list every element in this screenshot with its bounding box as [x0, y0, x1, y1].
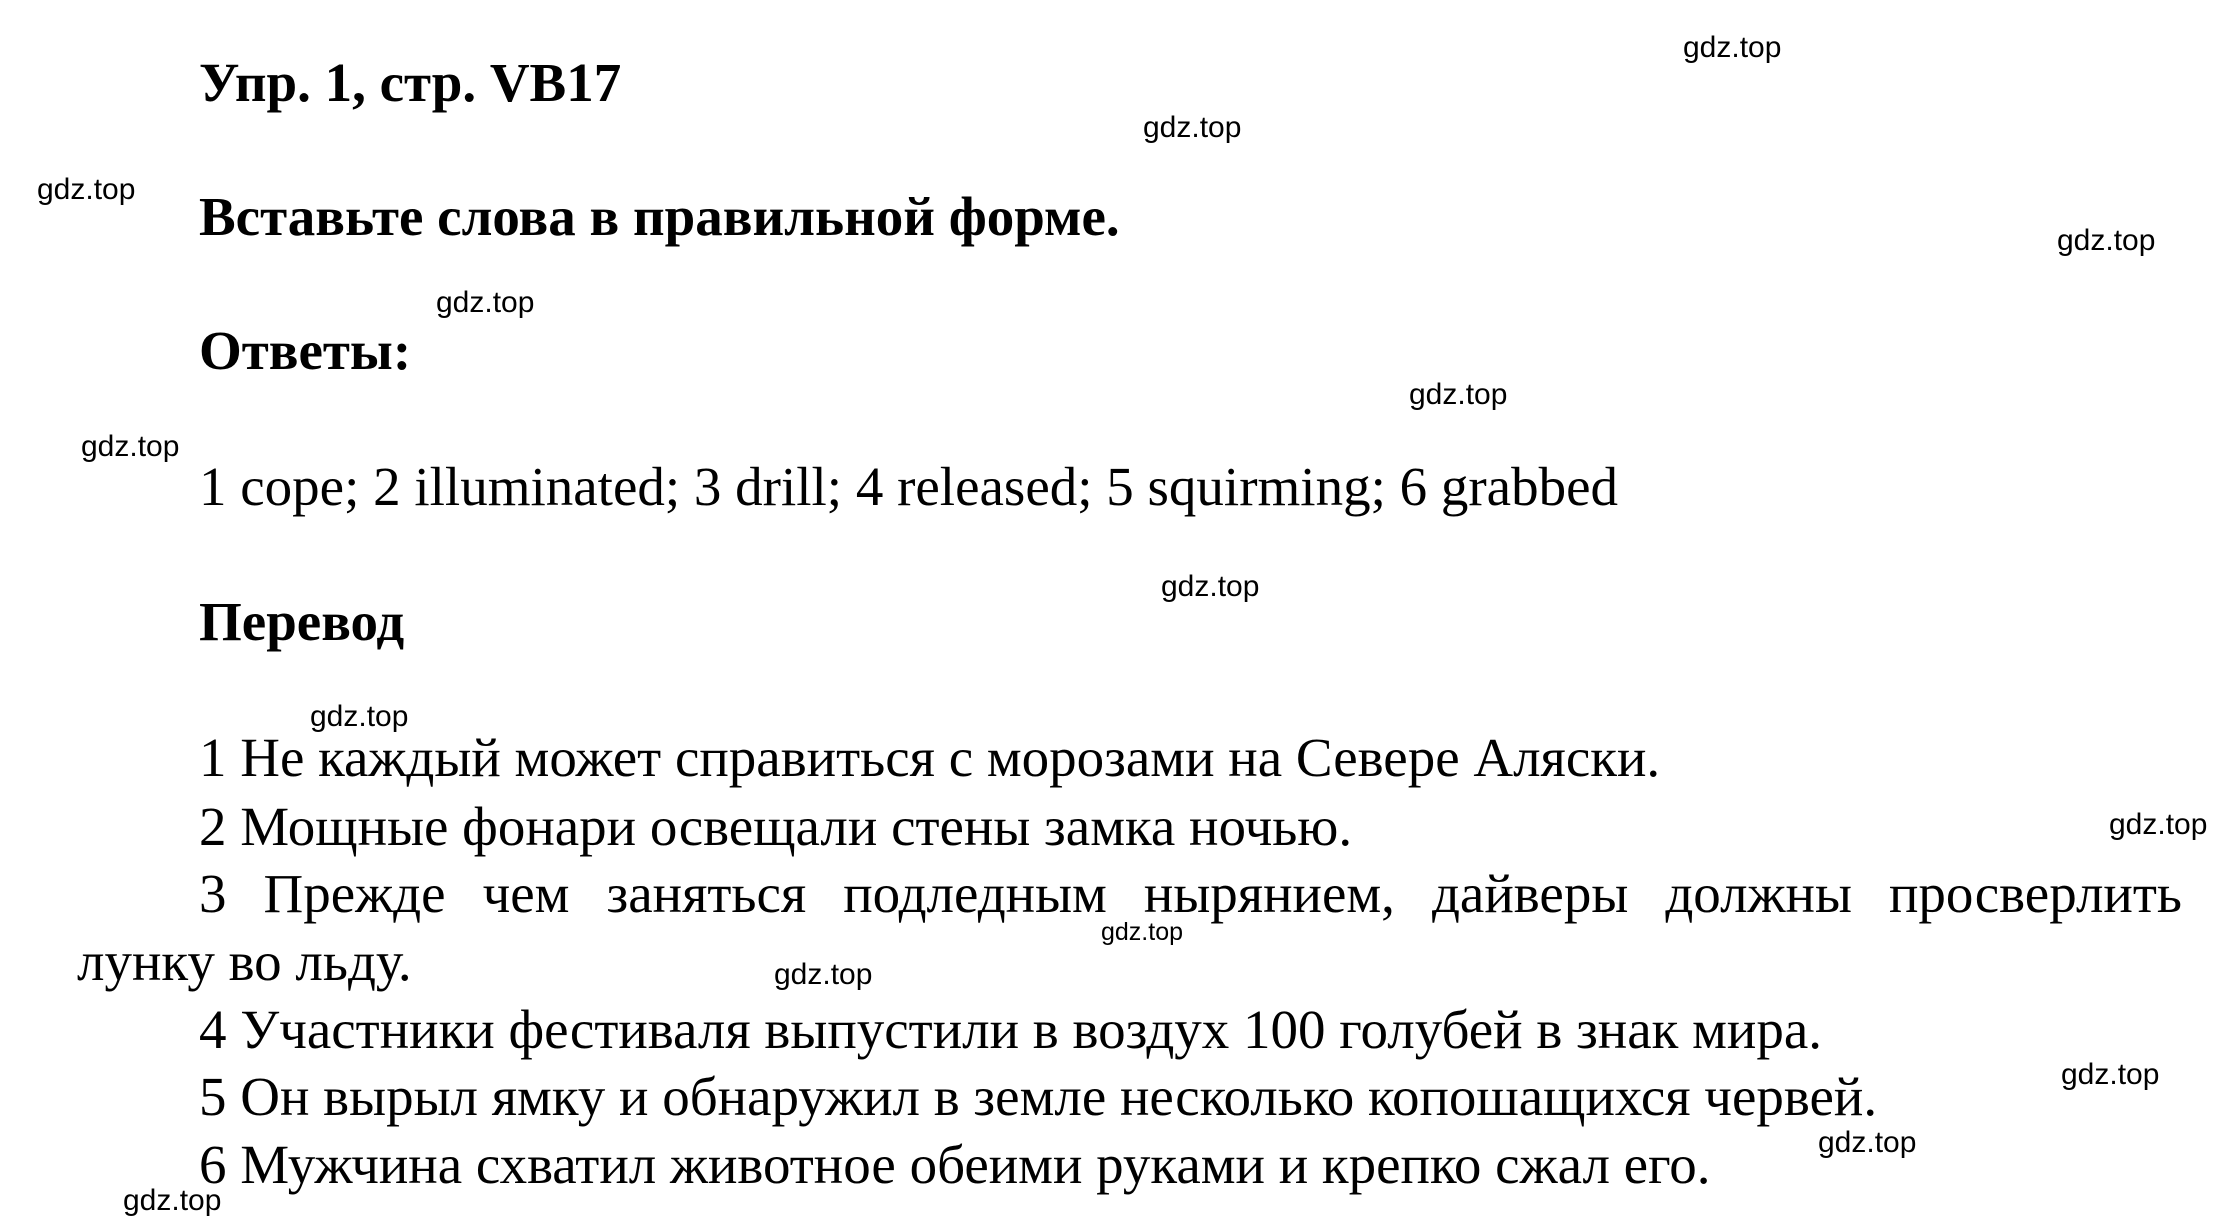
translation-line-4: 4 Участники фестиваля выпустили в воздух 100 голубей в знак мира.	[199, 999, 1823, 1060]
watermark: gdz.top	[81, 430, 180, 463]
watermark: gdz.top	[1409, 378, 1508, 411]
exercise-title: Упр. 1, стр. VB17	[199, 52, 622, 113]
translation-line-5: 5 Он вырыл ямку и обнаружил в земле несколько копошащихся червей.	[199, 1066, 1878, 1127]
watermark: gdz.top	[1161, 570, 1260, 603]
watermark: gdz.top	[123, 1184, 222, 1217]
answers-heading: Ответы:	[199, 320, 412, 381]
translation-line-3: 3 Прежде чем заняться подледным нырянием, дайверы должны просверлить	[199, 863, 2182, 924]
watermark: gdz.top	[1101, 918, 1184, 946]
watermark: gdz.top	[2061, 1058, 2160, 1091]
watermark: gdz.top	[1818, 1126, 1917, 1159]
translation-line-2: 2 Мощные фонари освещали стены замка ночью.	[199, 796, 1353, 857]
answers-text: 1 cope; 2 illuminated; 3 drill; 4 released; 5 squirming; 6 grabbed	[199, 456, 1618, 517]
watermark: gdz.top	[774, 958, 873, 991]
watermark: gdz.top	[436, 286, 535, 319]
translation-line-3-continuation: лунку во льду.	[77, 931, 412, 992]
watermark: gdz.top	[37, 173, 136, 206]
translation-heading: Перевод	[199, 591, 405, 652]
watermark: gdz.top	[2109, 808, 2208, 841]
instruction-text: Вставьте слова в правильной форме.	[199, 186, 1120, 247]
watermark: gdz.top	[1143, 111, 1242, 144]
translation-line-6: 6 Мужчина схватил животное обеими руками и крепко сжал его.	[199, 1134, 1711, 1195]
watermark: gdz.top	[310, 700, 409, 733]
translation-line-1: 1 Не каждый может справиться с морозами на Севере Аляски.	[199, 727, 1661, 788]
watermark: gdz.top	[2057, 224, 2156, 257]
watermark: gdz.top	[1683, 31, 1782, 64]
